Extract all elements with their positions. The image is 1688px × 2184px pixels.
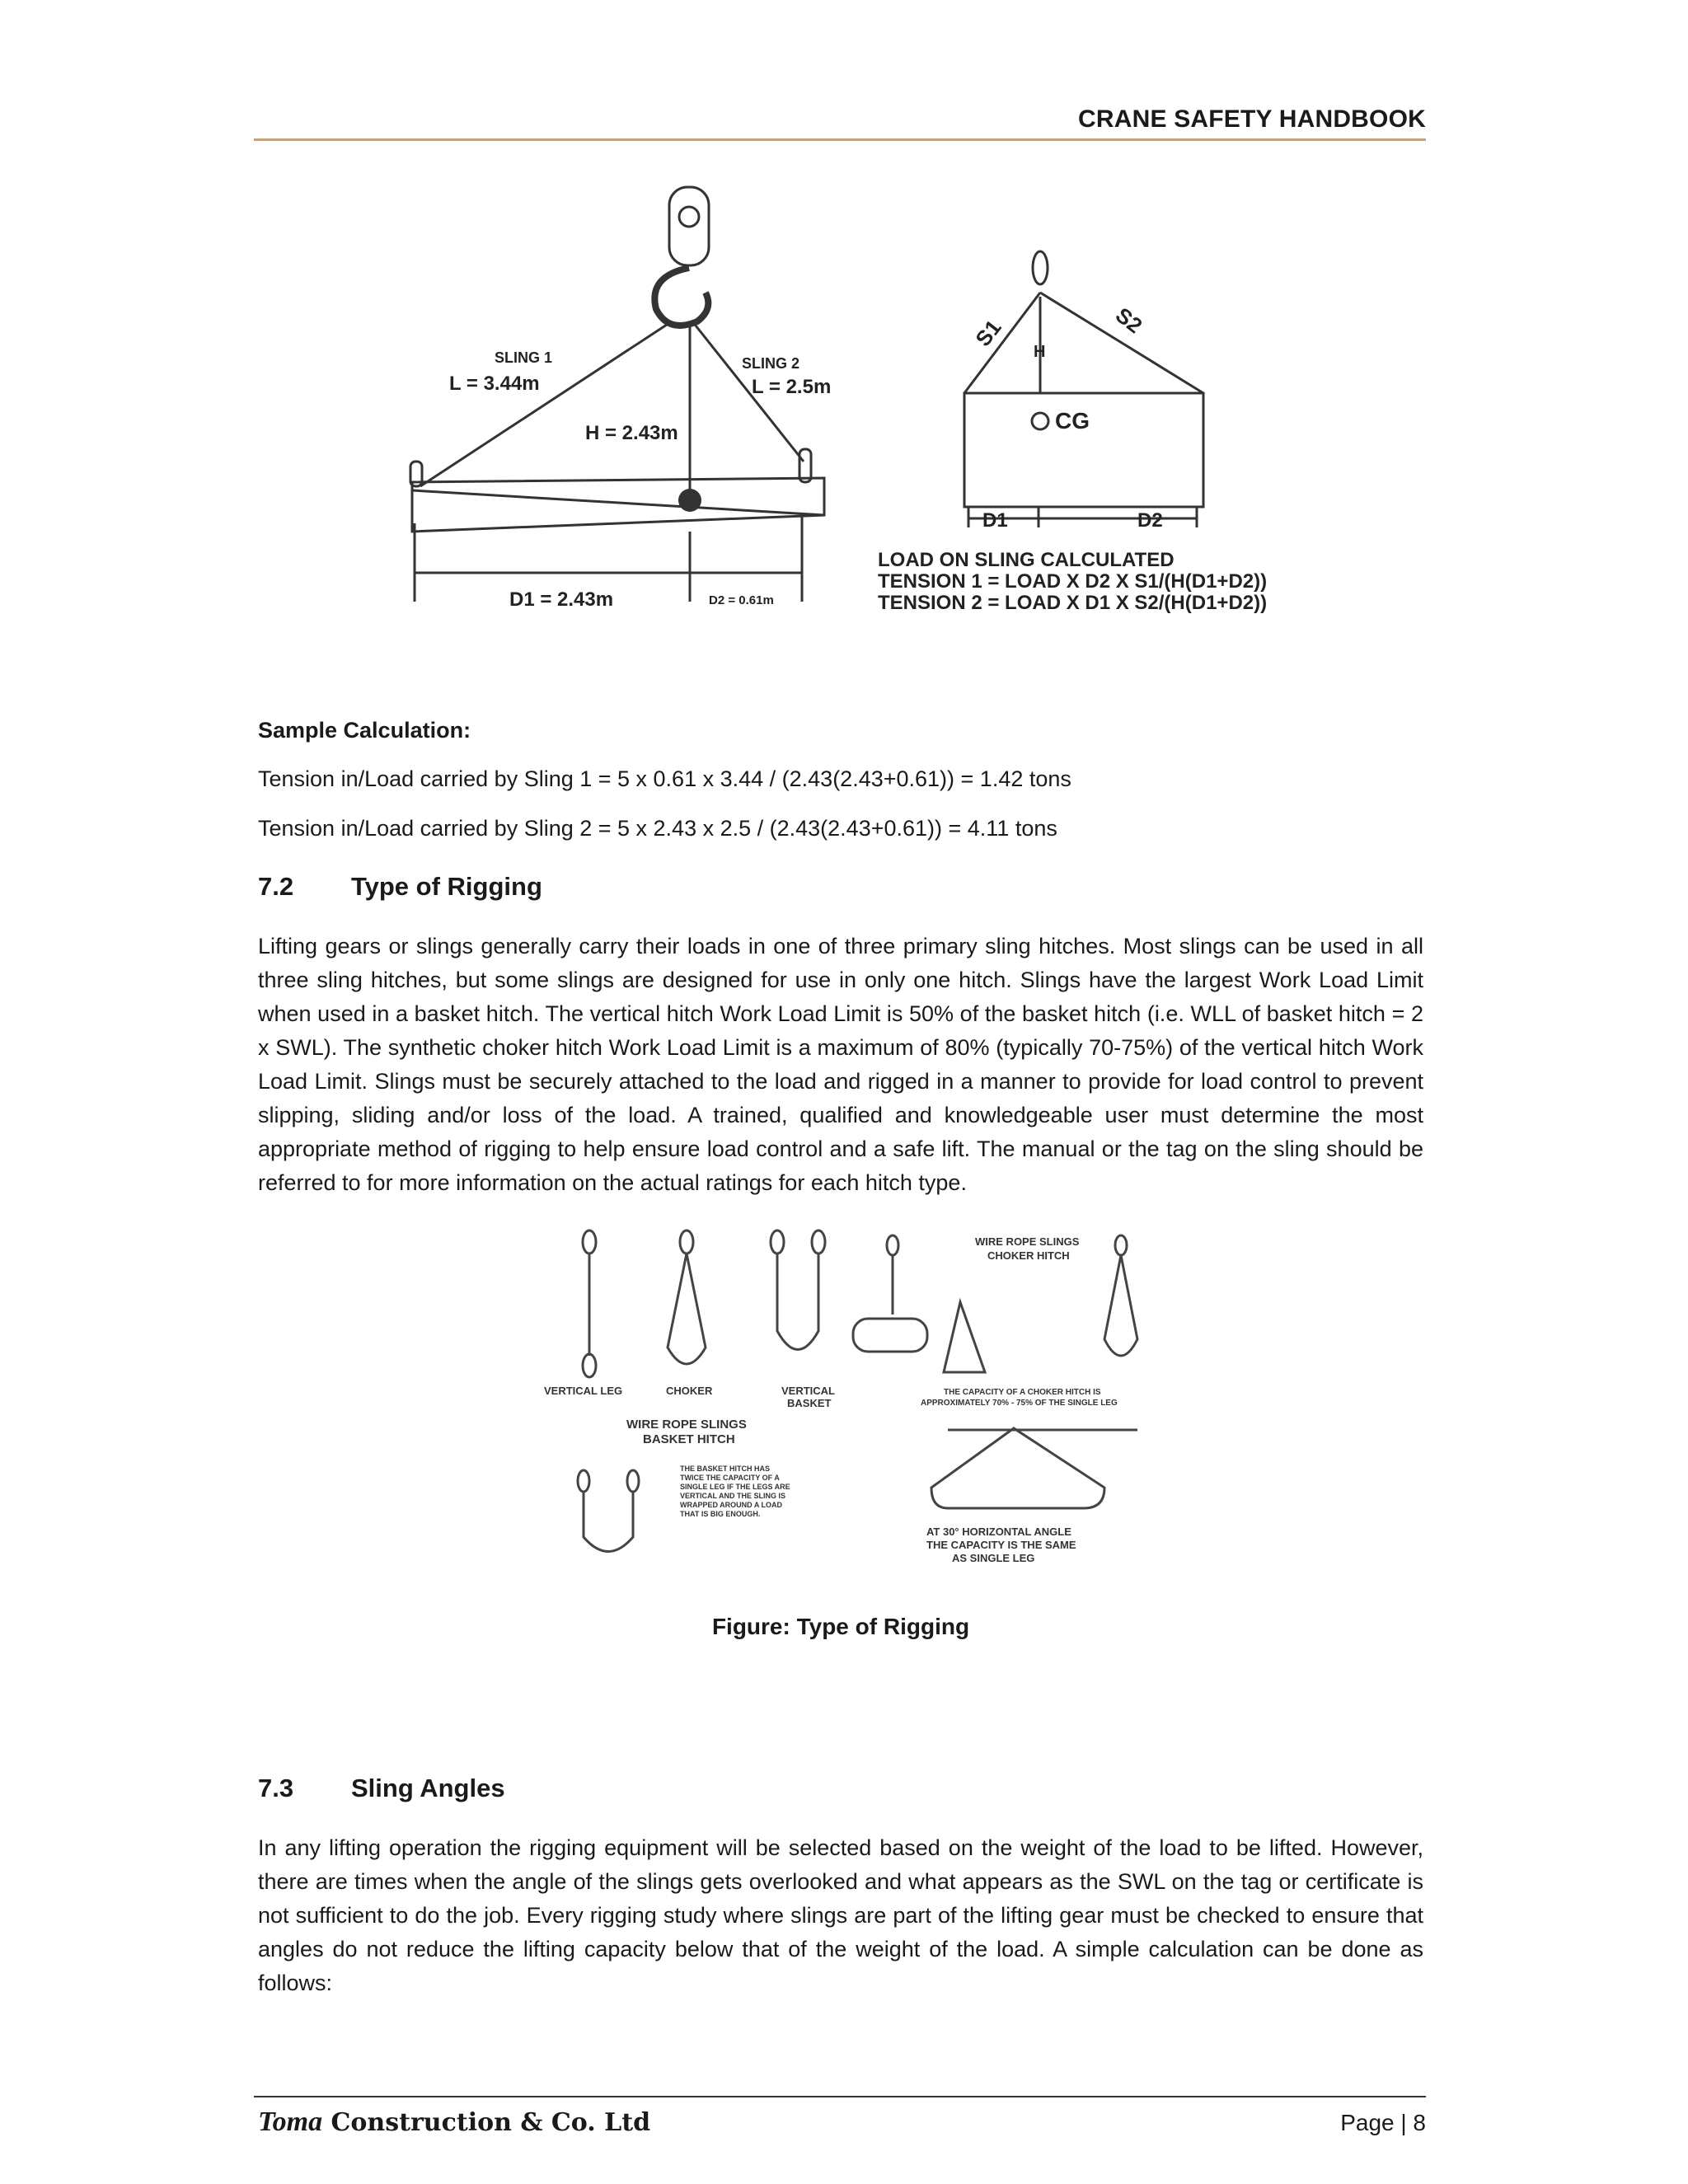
shackle-icon	[1033, 251, 1048, 284]
choker-loop	[668, 1254, 706, 1364]
choker-title-2: CHOKER HITCH	[987, 1249, 1070, 1262]
company-name: Construction & Co. Ltd	[322, 2108, 651, 2137]
d1-label: D1 = 2.43m	[509, 588, 614, 611]
sample-calculation-label: Sample Calculation:	[258, 718, 471, 743]
vertical-leg-eye-top	[583, 1230, 596, 1254]
height-label: H = 2.43m	[585, 422, 678, 444]
basket-note-4: VERTICAL AND THE SLING IS	[680, 1492, 786, 1500]
sling-1-line	[420, 321, 672, 486]
basket-note-3: SINGLE LEG IF THE LEGS ARE	[680, 1483, 790, 1491]
pipe-load-icon	[853, 1319, 927, 1352]
basket-title-2: BASKET HITCH	[643, 1432, 735, 1446]
center-of-gravity-icon	[678, 489, 701, 512]
basket-note-6: THAT IS BIG ENOUGH.	[680, 1510, 761, 1518]
basket-note-1: THE BASKET HITCH HAS	[680, 1465, 771, 1473]
tension2-formula: TENSION 2 = LOAD X D1 X S2/(H(D1+D2))	[878, 592, 1268, 614]
basket-note-5: WRAPPED AROUND A LOAD	[680, 1501, 782, 1509]
choker-hitch-eye	[887, 1235, 898, 1255]
sling1-label: SLING 1	[495, 349, 553, 366]
basket-eye-left	[771, 1230, 784, 1254]
basket-note-2: TWICE THE CAPACITY OF A	[680, 1474, 780, 1482]
beam-diagonal	[412, 490, 824, 515]
section-7-2-heading	[258, 872, 542, 902]
angle-note-3: AS SINGLE LEG	[952, 1552, 1035, 1564]
d1-short-label: D1	[982, 509, 1008, 532]
s1-line	[964, 293, 1040, 393]
vertical-basket-rope	[777, 1254, 818, 1350]
header-rule	[254, 138, 1426, 141]
crane-hook	[654, 268, 708, 326]
angle-note-1: AT 30° HORIZONTAL ANGLE	[926, 1526, 1071, 1538]
vertical-basket-label-1: VERTICAL	[781, 1385, 835, 1397]
spreader-beam	[412, 478, 824, 532]
choker-title-1: WIRE ROPE SLINGS	[975, 1235, 1080, 1248]
page-number: Page | 8	[1340, 2110, 1426, 2135]
footer-company	[258, 2107, 650, 2138]
choker-eye	[680, 1230, 693, 1254]
basket-eye-right	[812, 1230, 825, 1254]
u-basket-eye-left	[578, 1470, 589, 1492]
section-number: 7.3	[258, 1774, 294, 1802]
vertical-leg-label: VERTICAL LEG	[544, 1385, 623, 1397]
d2-short-label: D2	[1137, 509, 1163, 532]
h-label: H	[1034, 343, 1046, 361]
sling2-label: SLING 2	[742, 355, 800, 372]
d2-label: D2 = 0.61m	[709, 593, 774, 607]
vertical-leg-eye-bottom	[583, 1354, 596, 1377]
footer-rule	[254, 2096, 1426, 2097]
basket-title-1: WIRE ROPE SLINGS	[626, 1418, 747, 1432]
choker-hitch-alt	[944, 1302, 985, 1372]
cg-icon	[1032, 413, 1048, 429]
u-basket-eye-right	[627, 1470, 639, 1492]
vertical-basket-label-2: BASKET	[787, 1397, 832, 1409]
sample-calculation-line-1: Tension in/Load carried by Sling 1 = 5 x 0.61 x 3.44 / (2.43(2.43+0.61)) = 1.42 tons	[258, 766, 1071, 791]
choker-note-2: APPROXIMATELY 70% - 75% OF THE SINGLE LEG	[921, 1399, 1118, 1408]
company-logo-text: Toma	[258, 2107, 323, 2137]
section-title: Type of Rigging	[351, 872, 542, 901]
angle-note-2: THE CAPACITY IS THE SAME	[926, 1539, 1076, 1551]
choker-single-eye	[1115, 1235, 1127, 1255]
sling2-length: L = 2.5m	[752, 376, 832, 398]
choker-label: CHOKER	[666, 1385, 713, 1397]
running-header: CRANE SAFETY HANDBOOK	[1077, 105, 1426, 133]
cg-label: CG	[1055, 408, 1090, 434]
figure-caption: Figure: Type of Rigging	[711, 1614, 970, 1639]
sling1-length: L = 3.44m	[449, 373, 540, 395]
section-7-2-paragraph: Lifting gears or slings generally carry their loads in one of three primary sling hitches. Most slings can be used in all three sling hitches, but some slings are designed for use in only one hitch. Slings have the largest Work Load Limit when used in a basket hitch. The vertical hitch Work Load Limit is 50% of the basket hitch (i.e. WLL of basket hitch = 2 x SWL). The synthetic choker hitch Work Load Limit is a maximum of 80% (typically 70-75%) of the vertical hitch Work Load Limit. Slings must be securely attached to the load and rigged in a manner to provide for load control to prevent slipping, sliding and/or loss of the load. A trained, qualified and knowledgeable user must determine the most appropriate method of rigging to help ensure load control and a safe lift. The manual or the tag on the sling should be referred to for more information on the actual ratings for each hitch type.	[258, 934, 1423, 1195]
section-7-3-heading	[258, 1774, 505, 1803]
sling-load-diagram	[387, 177, 1294, 639]
rigging-types-figure	[536, 1224, 1154, 1570]
tension1-formula: TENSION 1 = LOAD X D2 X S1/(H(D1+D2))	[878, 570, 1268, 593]
u-basket-rope	[584, 1492, 633, 1552]
section-7-3-paragraph: In any lifting operation the rigging equipment will be selected based on the weight of the load to be lifted. However, there are times when the angle of the slings gets overlooked and what appears as the SWL on the tag or certificate is not sufficient to do the job. Every rigging study where slings are part of the lifting gear must be checked to ensure that angles do not reduce the lifting capacity below that of the weight of the load. A simple calculation can be done as follows:	[258, 1835, 1423, 1995]
s1-label: S1	[970, 315, 1006, 351]
choker-single-loop	[1104, 1255, 1137, 1356]
sample-calculation-line-2: Tension in/Load carried by Sling 2 = 5 x 2.43 x 2.5 / (2.43(2.43+0.61)) = 4.11 tons	[258, 816, 1057, 841]
section-number: 7.2	[258, 872, 294, 901]
formula-title: LOAD ON SLING CALCULATED	[878, 549, 1175, 571]
s2-label: S2	[1110, 302, 1147, 339]
horizontal-angle-sling	[931, 1428, 1104, 1508]
section-title: Sling Angles	[351, 1774, 505, 1802]
choker-note-1: THE CAPACITY OF A CHOKER HITCH IS	[944, 1388, 1101, 1397]
hook-pulley	[679, 207, 699, 227]
